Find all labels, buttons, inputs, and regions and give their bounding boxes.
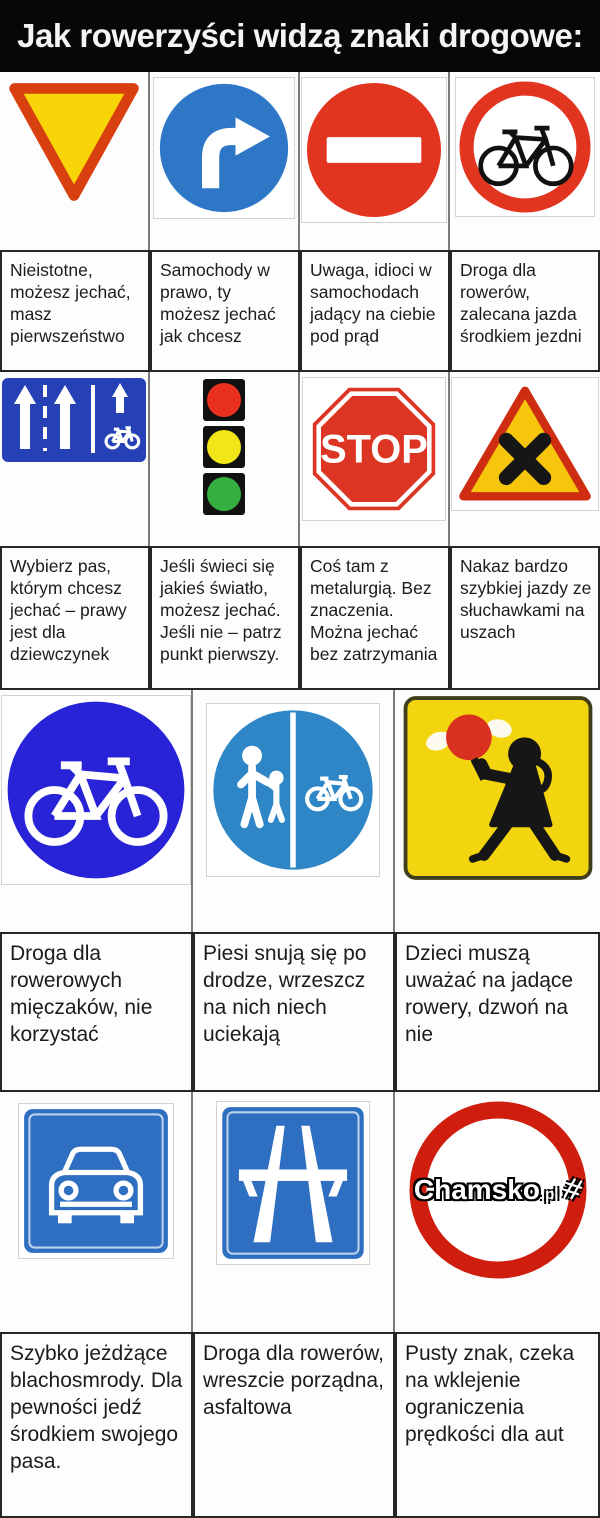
crossroads-warning-sign-icon <box>455 381 595 507</box>
row3-captions <box>0 932 600 1092</box>
sign-cell <box>450 72 600 250</box>
yellow-lamp <box>207 430 241 464</box>
no-entry-sign-icon <box>305 81 443 219</box>
caption-cell: Szybko jeżdżące blachosmrody. Dla pewności jedź środkiem swojego pasa. <box>0 1332 193 1518</box>
no-bicycles-sign-icon <box>459 81 591 213</box>
sign-cell <box>0 72 150 250</box>
caption-cell: Droga dla rowerów, zalecana jazda środkiem jezdni <box>450 250 600 372</box>
motorway-sign-icon <box>220 1105 366 1261</box>
sign-cell <box>450 372 600 546</box>
stop-label: STOP <box>320 427 428 472</box>
bicycle-path-sign-icon <box>5 699 187 881</box>
sign-cell <box>150 372 300 546</box>
row1-captions <box>0 250 600 372</box>
traffic-light-icon <box>203 377 245 520</box>
sign-cell <box>300 372 450 546</box>
stop-sign-icon <box>306 381 442 517</box>
caption-cell: Droga dla rowerowych mięczaków, nie korzystać <box>0 932 193 1092</box>
caption-cell: Wybierz pas, którym chcesz jechać – prawy jest dla dziewczynek <box>0 546 150 690</box>
sign-cell <box>193 690 395 932</box>
caption-cell: Coś tam z metalurgią. Bez znaczenia. Można jechać bez zatrzymania <box>300 546 450 690</box>
row4-captions <box>0 1332 600 1518</box>
sign-cell <box>395 690 600 932</box>
caption-cell: Nakaz bardzo szybkiej jazdy ze słuchawkami na uszach <box>450 546 600 690</box>
sign-cell <box>300 72 450 250</box>
lane-control-sign-icon <box>1 377 147 463</box>
row4-signs <box>0 1092 600 1332</box>
sign-cell <box>0 372 150 546</box>
page-title: Jak rowerzyści widzą znaki drogowe: <box>0 0 600 72</box>
row2-signs <box>0 372 600 546</box>
caption-cell: Droga dla rowerów, wreszcie porządna, asfaltowa <box>193 1332 395 1518</box>
red-lamp <box>207 383 241 417</box>
yield-sign-icon <box>1 77 147 205</box>
sign-cell <box>0 690 193 932</box>
row3-signs <box>0 690 600 932</box>
caption-cell: Uwaga, idioci w samochodach jadący na ciebie pod prąd <box>300 250 450 372</box>
sign-cell <box>0 1092 193 1332</box>
caption-cell: Nieistotne, możesz jechać, masz pierwszeństwo <box>0 250 150 372</box>
watermark-tld: .pl <box>540 1186 559 1203</box>
watermark-name: Chamsko <box>413 1174 540 1205</box>
green-lamp <box>207 477 241 511</box>
sign-cell <box>395 1092 600 1332</box>
sign-cell <box>150 72 300 250</box>
caption-cell: Samochody w prawo, ty możesz jechać jak chcesz <box>150 250 300 372</box>
caption-cell: Jeśli świeci się jakieś światło, możesz jechać. Jeśli nie – patrz punkt pierwszy. <box>150 546 300 690</box>
pedestrian-and-bicycle-path-sign-icon <box>210 707 376 873</box>
turn-right-sign-icon <box>157 81 291 215</box>
hash-icon: # <box>559 1171 586 1208</box>
caption-cell: Piesi snują się po drodze, wrzeszcz na nich niech uciekają <box>193 932 395 1092</box>
row2-captions <box>0 546 600 690</box>
caption-cell: Pusty znak, czeka na wklejenie ograniczenia prędkości dla aut <box>395 1332 600 1518</box>
sign-cell <box>193 1092 395 1332</box>
children-crossing-sign-icon <box>403 695 593 881</box>
chamsko-watermark <box>413 1171 586 1208</box>
expressway-sign-icon <box>22 1107 170 1255</box>
row1-signs <box>0 72 600 250</box>
caption-cell: Dzieci muszą uważać na jadące rowery, dzwoń na nie <box>395 932 600 1092</box>
